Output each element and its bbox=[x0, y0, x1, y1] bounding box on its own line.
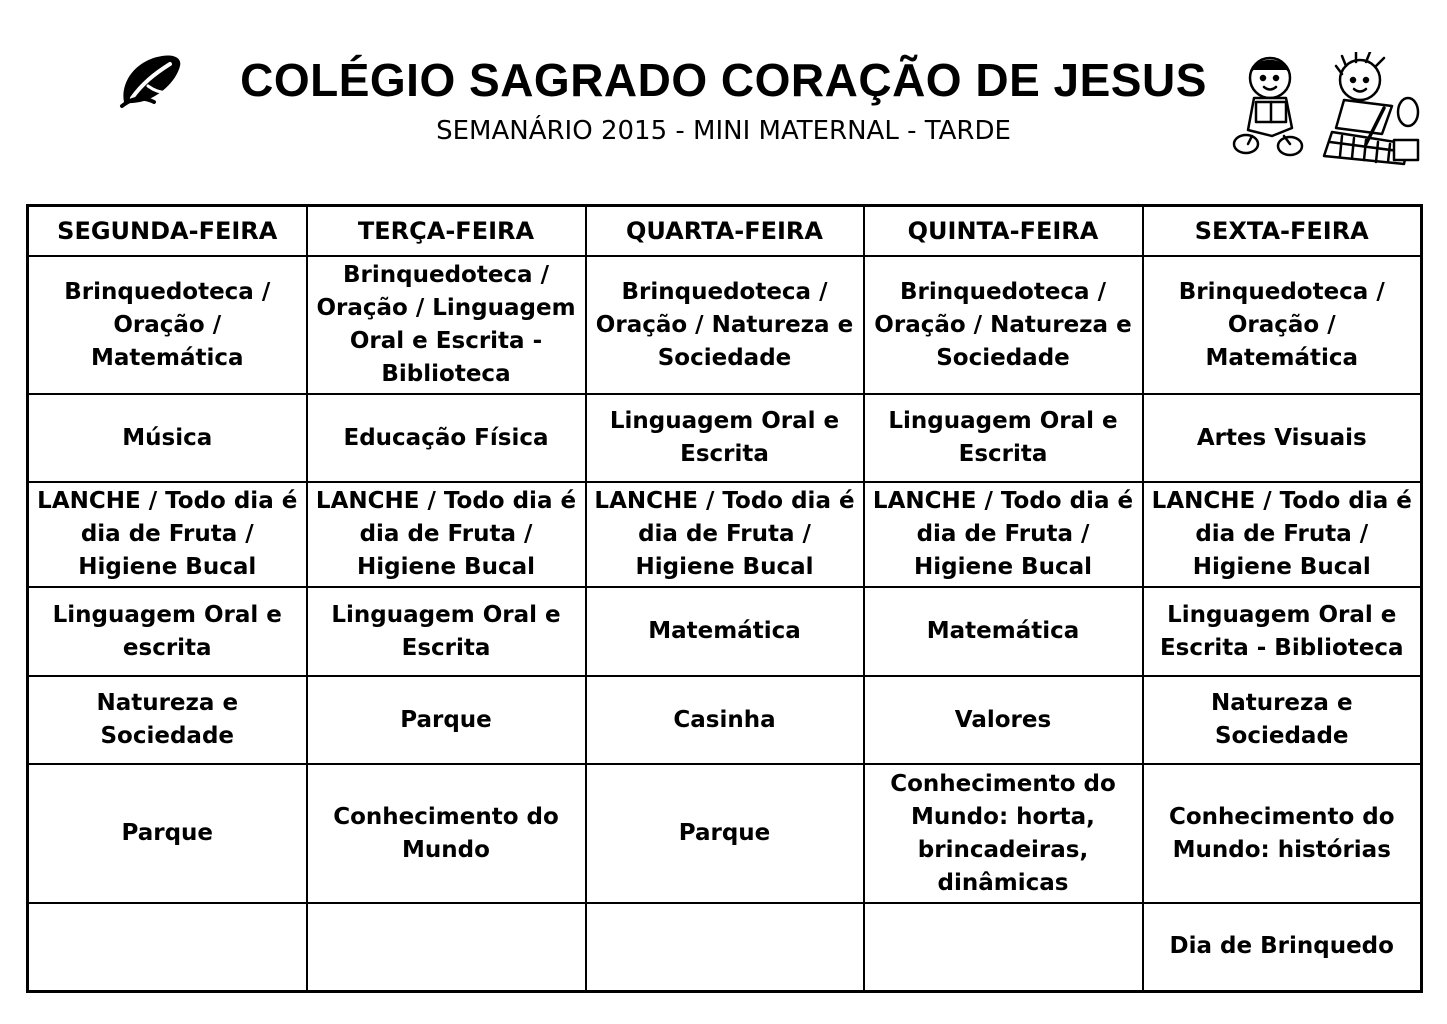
schedule-cell: Matemática bbox=[864, 587, 1143, 676]
schedule-cell: Matemática bbox=[586, 587, 864, 676]
day-header-friday: SEXTA-FEIRA bbox=[1143, 206, 1422, 257]
schedule-cell: Parque bbox=[307, 676, 586, 764]
schedule-cell: Linguagem Oral e Escrita - Biblioteca bbox=[1143, 587, 1422, 676]
page-title: COLÉGIO SAGRADO CORAÇÃO DE JESUS bbox=[240, 54, 1207, 106]
table-header-row bbox=[28, 206, 1422, 257]
schedule-cell: LANCHE / Todo dia é dia de Fruta / Higiene Bucal bbox=[28, 482, 307, 587]
schedule-cell: Brinquedoteca / Oração / Matemática bbox=[1143, 256, 1422, 394]
schedule-cell: Natureza e Sociedade bbox=[28, 676, 307, 764]
children-reading-illustration bbox=[1232, 52, 1422, 170]
schedule-cell: Linguagem Oral e Escrita bbox=[586, 394, 864, 482]
day-header-monday: SEGUNDA-FEIRA bbox=[28, 206, 307, 257]
schedule-cell: Parque bbox=[28, 764, 307, 903]
table-row bbox=[28, 394, 1422, 482]
schedule-cell: Conhecimento do Mundo: horta, brincadeiras, dinâmicas bbox=[864, 764, 1143, 903]
schedule-cell: LANCHE / Todo dia é dia de Fruta / Higiene Bucal bbox=[864, 482, 1143, 587]
table-row bbox=[28, 256, 1422, 394]
page-subtitle: SEMANÁRIO 2015 - MINI MATERNAL - TARDE bbox=[436, 116, 1011, 146]
schedule-cell: Linguagem Oral e Escrita bbox=[864, 394, 1143, 482]
schedule-cell: Brinquedoteca / Oração / Natureza e Sociedade bbox=[586, 256, 864, 394]
table-row bbox=[28, 903, 1422, 991]
schedule-cell bbox=[586, 903, 864, 991]
schedule-cell: Valores bbox=[864, 676, 1143, 764]
schedule-cell: Conhecimento do Mundo: histórias bbox=[1143, 764, 1422, 903]
weekly-schedule-table bbox=[26, 204, 1423, 993]
schedule-cell: Linguagem Oral e escrita bbox=[28, 587, 307, 676]
schedule-cell: LANCHE / Todo dia é dia de Fruta / Higiene Bucal bbox=[586, 482, 864, 587]
schedule-cell: Brinquedoteca / Oração / Natureza e Sociedade bbox=[864, 256, 1143, 394]
schedule-cell: Parque bbox=[586, 764, 864, 903]
schedule-cell bbox=[864, 903, 1143, 991]
schedule-cell: Linguagem Oral e Escrita bbox=[307, 587, 586, 676]
schedule-cell: Música bbox=[28, 394, 307, 482]
schedule-cell: Dia de Brinquedo bbox=[1143, 903, 1422, 991]
day-header-tuesday: TERÇA-FEIRA bbox=[307, 206, 586, 257]
day-header-wednesday: QUARTA-FEIRA bbox=[586, 206, 864, 257]
schedule-cell bbox=[28, 903, 307, 991]
schedule-cell: Artes Visuais bbox=[1143, 394, 1422, 482]
schedule-cell: Natureza e Sociedade bbox=[1143, 676, 1422, 764]
table-row bbox=[28, 587, 1422, 676]
schedule-cell: LANCHE / Todo dia é dia de Fruta / Higiene Bucal bbox=[307, 482, 586, 587]
schedule-cell bbox=[307, 903, 586, 991]
schedule-cell: Educação Física bbox=[307, 394, 586, 482]
schedule-cell: Casinha bbox=[586, 676, 864, 764]
schedule-cell: Brinquedoteca / Oração / Linguagem Oral e Escrita - Biblioteca bbox=[307, 256, 586, 394]
schedule-cell: Conhecimento do Mundo bbox=[307, 764, 586, 903]
day-header-thursday: QUINTA-FEIRA bbox=[864, 206, 1143, 257]
table-row bbox=[28, 764, 1422, 903]
table-row bbox=[28, 482, 1422, 587]
schedule-cell: LANCHE / Todo dia é dia de Fruta / Higiene Bucal bbox=[1143, 482, 1422, 587]
schedule-cell: Brinquedoteca / Oração / Matemática bbox=[28, 256, 307, 394]
table-row bbox=[28, 676, 1422, 764]
